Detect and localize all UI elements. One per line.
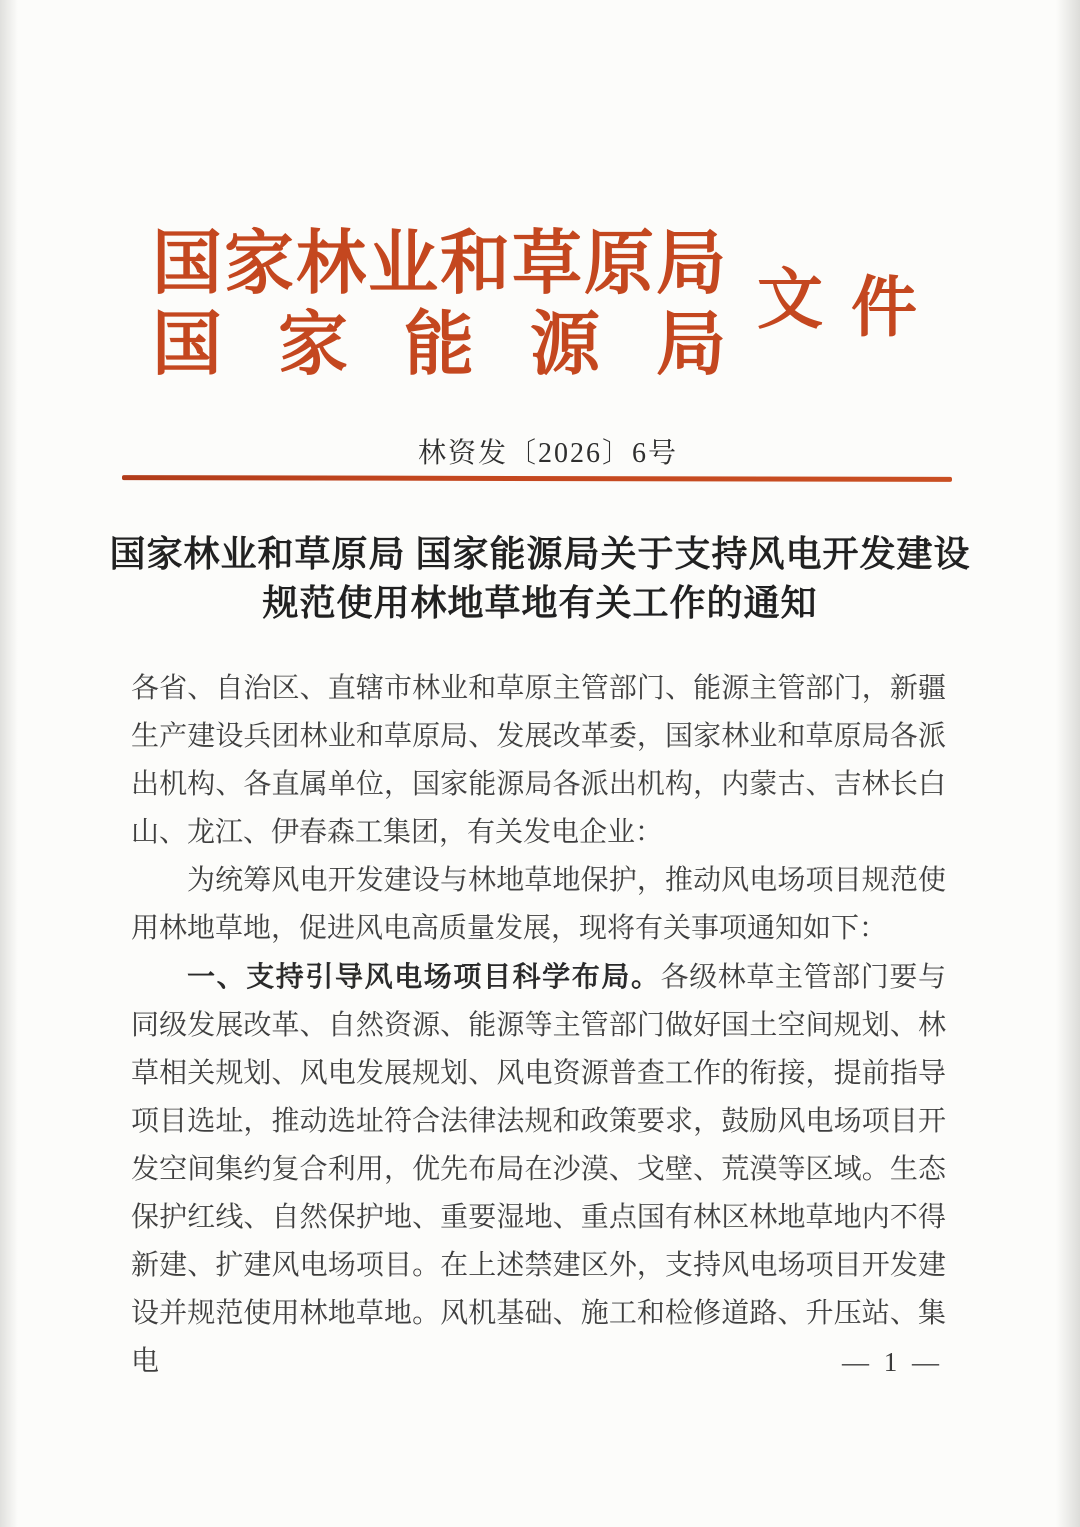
section-1-text: 各级林草主管部门要与同级发展改革、自然资源、能源等主管部门做好国土空间规划、林草相关规划、风电发展规划、风电资源普查工作的衔接，提前指导项目选址，推动选址符合法律法规和政策要求，鼓励风电场项目开发空间集约复合利用，优先布局在沙漠、戈壁、荒漠等区域。生态保护红线、自然保护地、重要湿地、重点国有林区林地草地内不得新建、扩建风电场项目。在上述禁建区外，支持风电场项目开发建设并规范使用林地草地。风机基础、施工和检修道路、升压站、集电 <box>131 962 946 1377</box>
document-word <box>757 264 917 345</box>
intro-paragraph: 为统筹风电开发建设与林地草地保护，推动风电场项目规范使用林地草地，促进风电高质量发展，现将有关事项通知如下： <box>131 865 946 944</box>
title-line-1: 国家林业和草原局 国家能源局关于支持风电开发建设 <box>109 534 971 574</box>
document-number: 林资发〔2026〕6号 <box>417 438 678 469</box>
document-word-char-wen: 文 <box>757 264 823 337</box>
section-1-heading: 一、支持引导风电场项目科学布局。 <box>187 961 661 992</box>
title-line-2: 规范使用林地草地有关工作的通知 <box>262 583 818 623</box>
agency-line-1: 国 家 林 业 和 草 原 局 <box>152 226 726 303</box>
document-word-char-jian: 件 <box>851 272 917 345</box>
page-number: — 1 — <box>842 1347 943 1377</box>
scan-edge-left <box>0 0 18 1527</box>
red-divider-line <box>122 475 952 482</box>
scan-edge-right <box>1056 0 1080 1527</box>
agency-line-2: 国 家 能 源 局 <box>152 307 726 384</box>
section-1-paragraph <box>131 953 946 1386</box>
document-body <box>131 665 946 1386</box>
agency-names <box>152 224 726 386</box>
recipients-paragraph: 各省、自治区、直辖市林业和草原主管部门、能源主管部门，新疆生产建设兵团林业和草原局、发展改革委，国家林业和草原局各派出机构、各直属单位，国家能源局各派出机构，内蒙古、吉林长白山、龙江、伊春森工集团，有关发电企业： <box>131 673 946 848</box>
document-title <box>0 530 1080 628</box>
